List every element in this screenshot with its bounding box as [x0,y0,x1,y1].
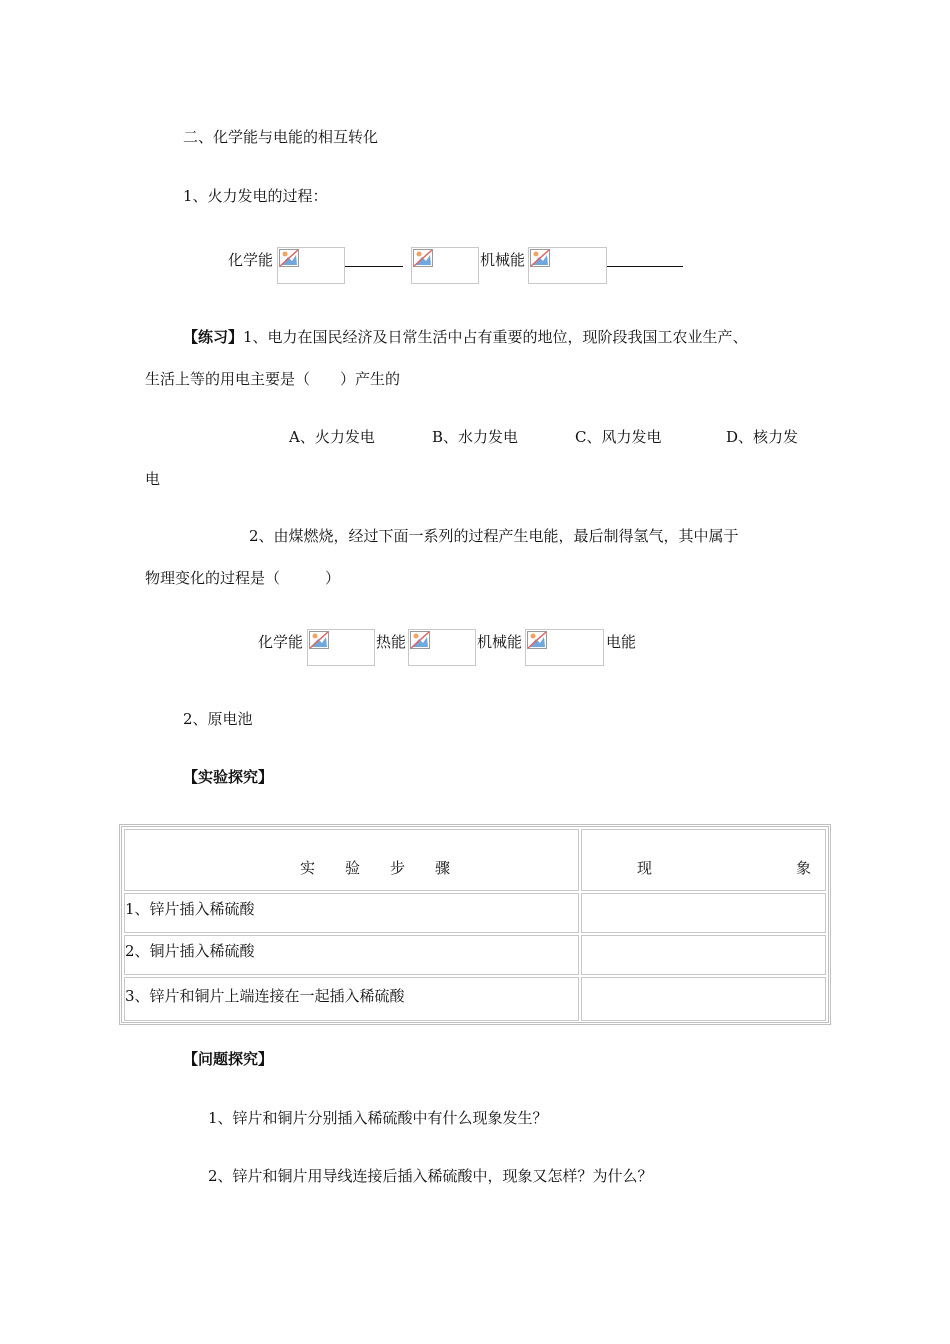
table-header-phenomenon-label-2: 象 [796,859,812,877]
exercise-q1-line2: 生活上等的用电主要是（ ）产生的 [145,370,401,388]
broken-image-icon [408,629,476,666]
table-row [124,893,579,933]
option-d-wrap: 电 [145,470,161,488]
section-title: 二、化学能与电能的相互转化 [183,128,379,146]
flow1-start: 化学能 [228,251,274,269]
flow2-step2: 热能 [376,633,407,651]
table-cell-phenomenon [581,893,826,933]
table-header-steps-label: 实 验 步 骤 [300,859,451,877]
broken-image-icon [528,247,607,284]
broken-image-icon [307,629,375,666]
table-header-steps [124,829,579,891]
question-1: 1、锌片和铜片分别插入稀硫酸中有什么现象发生？ [208,1109,548,1127]
exercise-label: 【练习】 [183,328,244,346]
question-label: 【问题探究】 [183,1050,274,1068]
broken-image-icon [525,629,604,666]
item2-title: 2、原电池 [183,710,253,728]
item1-title: 1、火力发电的过程： [183,187,328,205]
table-row [124,977,579,1021]
exercise-q2-line2: 物理变化的过程是（ ） [145,569,341,587]
option-b: B、水力发电 [432,428,519,446]
exercise-q1-line1: 1、电力在国民经济及日常生活中占有重要的地位，现阶段我国工农业生产、 [243,328,748,346]
flow2-step3: 机械能 [477,633,523,651]
option-d: D、核力发 [726,428,799,446]
table-cell-phenomenon [581,977,826,1021]
experiment-table [119,824,831,1025]
blank-line [607,266,683,267]
option-c: C、风力发电 [575,428,662,446]
exercise-q2-line1: 2、由煤燃烧，经过下面一系列的过程产生电能，最后制得氢气，其中属于 [249,527,739,545]
experiment-label: 【实验探究】 [183,768,274,786]
table-cell-step: 2、铜片插入稀硫酸 [125,942,255,960]
flow1-mid: 机械能 [480,251,526,269]
table-row [124,935,579,975]
broken-image-icon [411,247,479,284]
table-header-phenomenon-label-1: 现 [637,859,653,877]
blank-line [345,266,403,267]
broken-image-icon [277,247,345,284]
table-cell-step: 3、锌片和铜片上端连接在一起插入稀硫酸 [125,987,405,1005]
table-cell-phenomenon [581,935,826,975]
table-header-phenomenon [581,829,826,891]
flow2-step1: 化学能 [258,633,304,651]
table-cell-step: 1、锌片插入稀硫酸 [125,900,255,918]
option-a: A、火力发电 [289,428,375,446]
question-2: 2、锌片和铜片用导线连接后插入稀硫酸中，现象又怎样？为什么？ [208,1167,653,1185]
flow2-step4: 电能 [606,633,637,651]
exercise-block [183,327,748,347]
